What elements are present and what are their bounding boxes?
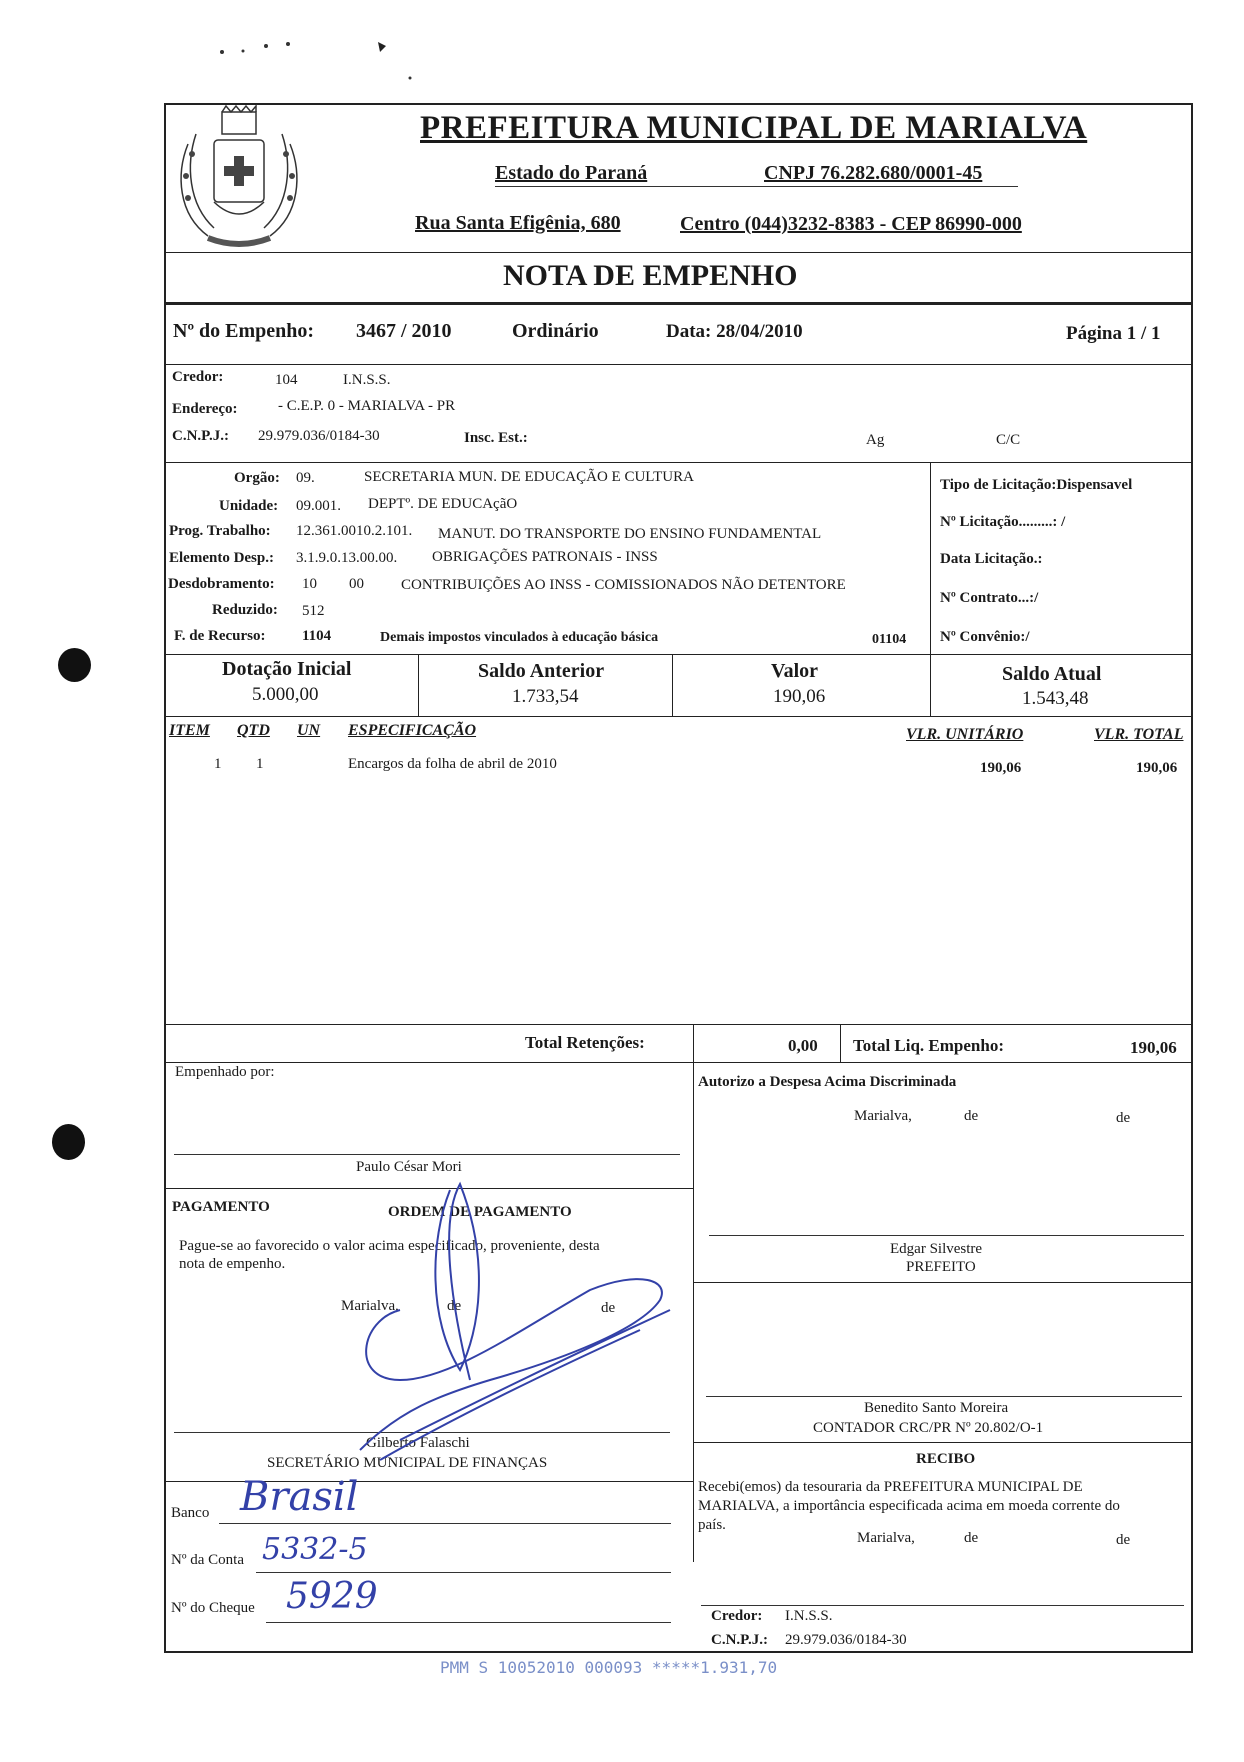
credor-divider	[164, 462, 1193, 463]
scan-specks	[180, 30, 420, 90]
desdobramento-label: Desdobramento:	[168, 576, 275, 592]
prefeito-signature-line	[709, 1235, 1184, 1236]
orgao-description: SECRETARIA MUN. DE EDUCAÇÃO E CULTURA	[364, 469, 694, 485]
contador-signature-line	[706, 1396, 1182, 1397]
saldo-atual-label: Saldo Atual	[1002, 663, 1102, 685]
secretario-cargo: SECRETÁRIO MUNICIPAL DE FINANÇAS	[267, 1455, 548, 1471]
autorizo-label: Autorizo a Despesa Acima Discriminada	[698, 1074, 957, 1090]
recibo-credor: I.N.S.S.	[785, 1608, 833, 1624]
recibo-texto-3: país.	[698, 1517, 726, 1533]
endereco-label: Endereço:	[172, 401, 238, 417]
col-header-qtd: QTD	[237, 722, 270, 739]
endereco-value: - C.E.P. 0 - MARIALVA - PR	[278, 398, 456, 414]
recibo-local: Marialva,	[857, 1530, 915, 1546]
recibo-cnpj-label: C.N.P.J.:	[711, 1632, 768, 1648]
page-number: Página 1 / 1	[1066, 323, 1161, 344]
totals-separator-1	[693, 1024, 694, 1562]
row-qtd: 1	[256, 756, 264, 772]
credor-cnpj-label: C.N.P.J.:	[172, 428, 229, 444]
totals-divider	[164, 1062, 1193, 1063]
empenhado-signature-line	[174, 1154, 680, 1155]
credor-name: I.N.S.S.	[343, 372, 391, 388]
col-header-vlr-total: VLR. TOTAL	[1094, 726, 1184, 743]
desdobramento-code-1: 10	[302, 576, 317, 592]
district-phone-label: Centro (044)3232-8383 - CEP 86990-000	[680, 213, 1022, 235]
prefeito-nome: Edgar Silvestre	[890, 1241, 983, 1257]
row-item: 1	[214, 756, 222, 772]
dotacao-inicial-label: Dotação Inicial	[222, 658, 352, 680]
cheque-line	[266, 1622, 671, 1623]
cnpj-label: CNPJ 76.282.680/0001-45	[764, 162, 983, 184]
recibo-signature-line	[701, 1605, 1184, 1606]
recibo-de-2: de	[1116, 1532, 1131, 1548]
document-title: NOTA DE EMPENHO	[503, 259, 798, 292]
total-retencoes-value: 0,00	[788, 1036, 818, 1055]
fonte-recurso-description: Demais impostos vinculados à educação básica	[380, 630, 659, 645]
state-label: Estado do Paraná	[495, 162, 648, 184]
secretario-nome: Gilberto Falaschi	[366, 1435, 470, 1451]
elemento-despesa-code: 3.1.9.0.13.00.00.	[296, 550, 398, 566]
banco-value: Brasil	[240, 1474, 359, 1520]
empenho-number: 3467 / 2010	[356, 320, 452, 342]
recibo-texto-1: Recebi(emos) da tesouraria da PREFEITURA MUNICIPAL DE	[698, 1479, 1083, 1495]
empenho-divider	[164, 364, 1193, 365]
autorizo-de-2: de	[1116, 1110, 1131, 1126]
empenho-date: Data: 28/04/2010	[666, 321, 803, 342]
saldo-anterior-label: Saldo Anterior	[478, 660, 605, 682]
saldo-atual-value: 1.543,48	[1022, 688, 1089, 709]
saldo-separator-3	[930, 654, 931, 716]
pagamento-texto-2: nota de empenho.	[179, 1256, 286, 1272]
contador-nome: Benedito Santo Moreira	[864, 1400, 1009, 1416]
dotacao-divider	[164, 654, 1193, 655]
state-cnpj-underline	[495, 186, 1018, 187]
prefeito-divider	[693, 1282, 1193, 1283]
col-header-vlr-unitario: VLR. UNITÁRIO	[906, 726, 1024, 743]
title-divider	[164, 302, 1193, 305]
autorizo-de-1: de	[964, 1108, 979, 1124]
pagamento-de-1: de	[447, 1298, 462, 1314]
punch-hole-top	[58, 648, 91, 682]
pagamento-texto-1: Pague-se ao favorecido o valor acima especificado, proveniente, desta	[179, 1238, 600, 1254]
bank-authentication-stamp: PMM S 10052010 000093 *****1.931,70	[440, 1658, 778, 1677]
contador-cargo: CONTADOR CRC/PR Nº 20.802/O-1	[813, 1420, 1044, 1436]
items-divider	[164, 1024, 1193, 1025]
empenhado-nome: Paulo César Mori	[356, 1159, 462, 1175]
dotacao-inicial-value: 5.000,00	[252, 684, 319, 705]
orgao-code: 09.	[296, 470, 315, 486]
orgao-label: Orgão:	[234, 470, 280, 486]
conta-corrente-label: C/C	[996, 432, 1021, 448]
reduzido-label: Reduzido:	[212, 602, 278, 618]
prefeito-cargo: PREFEITO	[906, 1259, 976, 1275]
fonte-recurso-code: 1104	[302, 628, 332, 644]
pagamento-label: PAGAMENTO	[172, 1199, 270, 1215]
elemento-despesa-description: OBRIGAÇÕES PATRONAIS - INSS	[432, 549, 658, 565]
conta-value: 5332-5	[262, 1532, 368, 1567]
pagamento-local: Marialva,	[341, 1298, 399, 1314]
autorizo-local: Marialva,	[854, 1108, 912, 1124]
saldo-separator-1	[418, 654, 419, 716]
empenho-type: Ordinário	[512, 320, 599, 342]
recibo-title: RECIBO	[916, 1451, 976, 1467]
saldo-anterior-value: 1.733,54	[512, 686, 579, 707]
prog-trabalho-description: MANUT. DO TRANSPORTE DO ENSINO FUNDAMENTAL	[438, 526, 822, 542]
recibo-cnpj: 29.979.036/0184-30	[785, 1632, 907, 1648]
numero-licitacao: Nº Licitação.........: /	[940, 514, 1066, 530]
saldos-divider	[164, 716, 1193, 717]
total-retencoes-label: Total Retenções:	[525, 1033, 645, 1052]
empenhado-por-label: Empenhado por:	[175, 1064, 275, 1080]
data-licitacao: Data Licitação.:	[940, 551, 1043, 567]
punch-hole-bottom	[52, 1124, 85, 1160]
credor-cnpj: 29.979.036/0184-30	[258, 428, 380, 444]
row-vlr-total: 190,06	[1136, 760, 1178, 776]
total-liquido-value: 190,06	[1130, 1038, 1177, 1057]
row-vlr-unitario: 190,06	[980, 760, 1022, 776]
empenho-number-label: Nº do Empenho:	[173, 320, 315, 342]
fonte-recurso-number: 01104	[872, 632, 907, 647]
valor-value: 190,06	[773, 686, 826, 707]
reduzido-code: 512	[302, 603, 325, 619]
header-divider	[164, 252, 1193, 253]
dotacao-licitacao-separator	[930, 462, 931, 654]
col-header-item: ITEM	[169, 722, 210, 739]
agencia-label: Ag	[866, 432, 885, 448]
cheque-value: 5929	[286, 1576, 378, 1617]
saldo-separator-2	[672, 654, 673, 716]
valor-label: Valor	[771, 660, 819, 682]
conta-label: Nº da Conta	[171, 1552, 244, 1568]
unidade-description: DEPTº. DE EDUCAçãO	[368, 496, 518, 512]
prog-trabalho-label: Prog. Trabalho:	[169, 523, 271, 539]
ordem-pagamento-title: ORDEM DE PAGAMENTO	[388, 1204, 572, 1220]
contador-divider	[693, 1442, 1193, 1443]
banco-line	[219, 1523, 671, 1524]
page-title: PREFEITURA MUNICIPAL DE MARIALVA	[420, 110, 1088, 146]
handwritten-signature	[340, 1180, 690, 1480]
row-especificacao: Encargos da folha de abril de 2010	[348, 756, 557, 772]
cheque-label: Nº do Cheque	[171, 1600, 255, 1616]
total-liquido-label: Total Liq. Empenho:	[853, 1036, 1004, 1055]
coat-of-arms-logo	[168, 104, 310, 250]
credor-code: 104	[275, 372, 298, 388]
col-header-un: UN	[297, 722, 321, 739]
insc-est-label: Insc. Est.:	[464, 430, 528, 446]
address-label: Rua Santa Efigênia, 680	[415, 212, 621, 234]
desdobramento-description: CONTRIBUIÇÕES AO INSS - COMISSIONADOS NÃO DETENTORE	[401, 577, 846, 593]
col-header-especificacao: ESPECIFICAÇÃO	[348, 722, 477, 739]
prog-trabalho-code: 12.361.0010.2.101.	[296, 523, 413, 539]
elemento-despesa-label: Elemento Desp.:	[169, 550, 274, 566]
desdobramento-code-2: 00	[349, 576, 364, 592]
tipo-licitacao: Tipo de Licitação:Dispensavel	[940, 477, 1133, 493]
fonte-recurso-label: F. de Recurso:	[174, 628, 266, 644]
numero-convenio: Nº Convênio:/	[940, 629, 1030, 645]
recibo-texto-2: MARIALVA, a importância especificada acima em moeda corrente do	[698, 1498, 1120, 1514]
unidade-label: Unidade:	[219, 498, 279, 514]
numero-contrato: Nº Contrato...:/	[940, 590, 1039, 606]
recibo-de-1: de	[964, 1530, 979, 1546]
credor-label: Credor:	[172, 369, 224, 385]
totals-separator-2	[840, 1024, 841, 1062]
recibo-credor-label: Credor:	[711, 1608, 763, 1624]
banco-label: Banco	[171, 1505, 210, 1521]
unidade-code: 09.001.	[296, 498, 341, 514]
pagamento-de-2: de	[601, 1300, 616, 1316]
conta-line	[256, 1572, 671, 1573]
